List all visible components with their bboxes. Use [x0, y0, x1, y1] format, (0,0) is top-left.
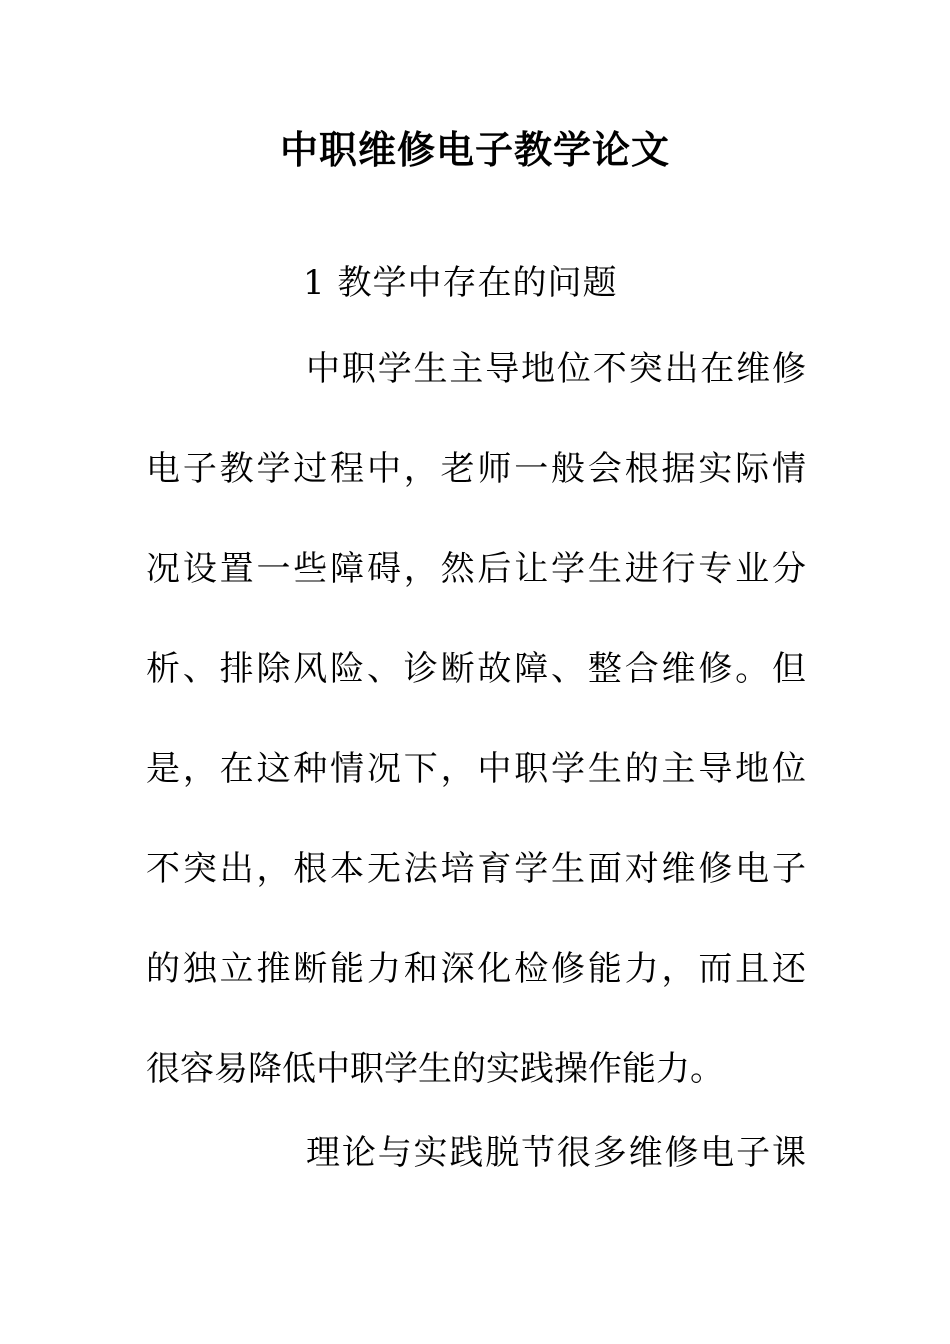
paragraph-line: 中职学生主导地位不突出在维修	[306, 349, 806, 389]
paragraph-line: 理论与实践脱节很多维修电子课	[306, 1133, 806, 1173]
section-heading: 1 教学中存在的问题	[303, 263, 618, 303]
paragraph-line: 不突出，根本无法培育学生面对维修电子	[146, 849, 806, 889]
paragraph-line: 电子教学过程中，老师一般会根据实际情	[146, 449, 806, 489]
paragraph-line: 很容易降低中职学生的实践操作能力。	[146, 1049, 724, 1089]
paragraph-line: 况设置一些障碍，然后让学生进行专业分	[146, 549, 806, 589]
document-title: 中职维修电子教学论文	[279, 127, 670, 172]
paragraph-line: 的独立推断能力和深化检修能力，而且还	[146, 949, 806, 989]
paragraph-line: 析、排除风险、诊断故障、整合维修。但	[146, 649, 806, 689]
paragraph-line: 是，在这种情况下，中职学生的主导地位	[146, 749, 806, 789]
